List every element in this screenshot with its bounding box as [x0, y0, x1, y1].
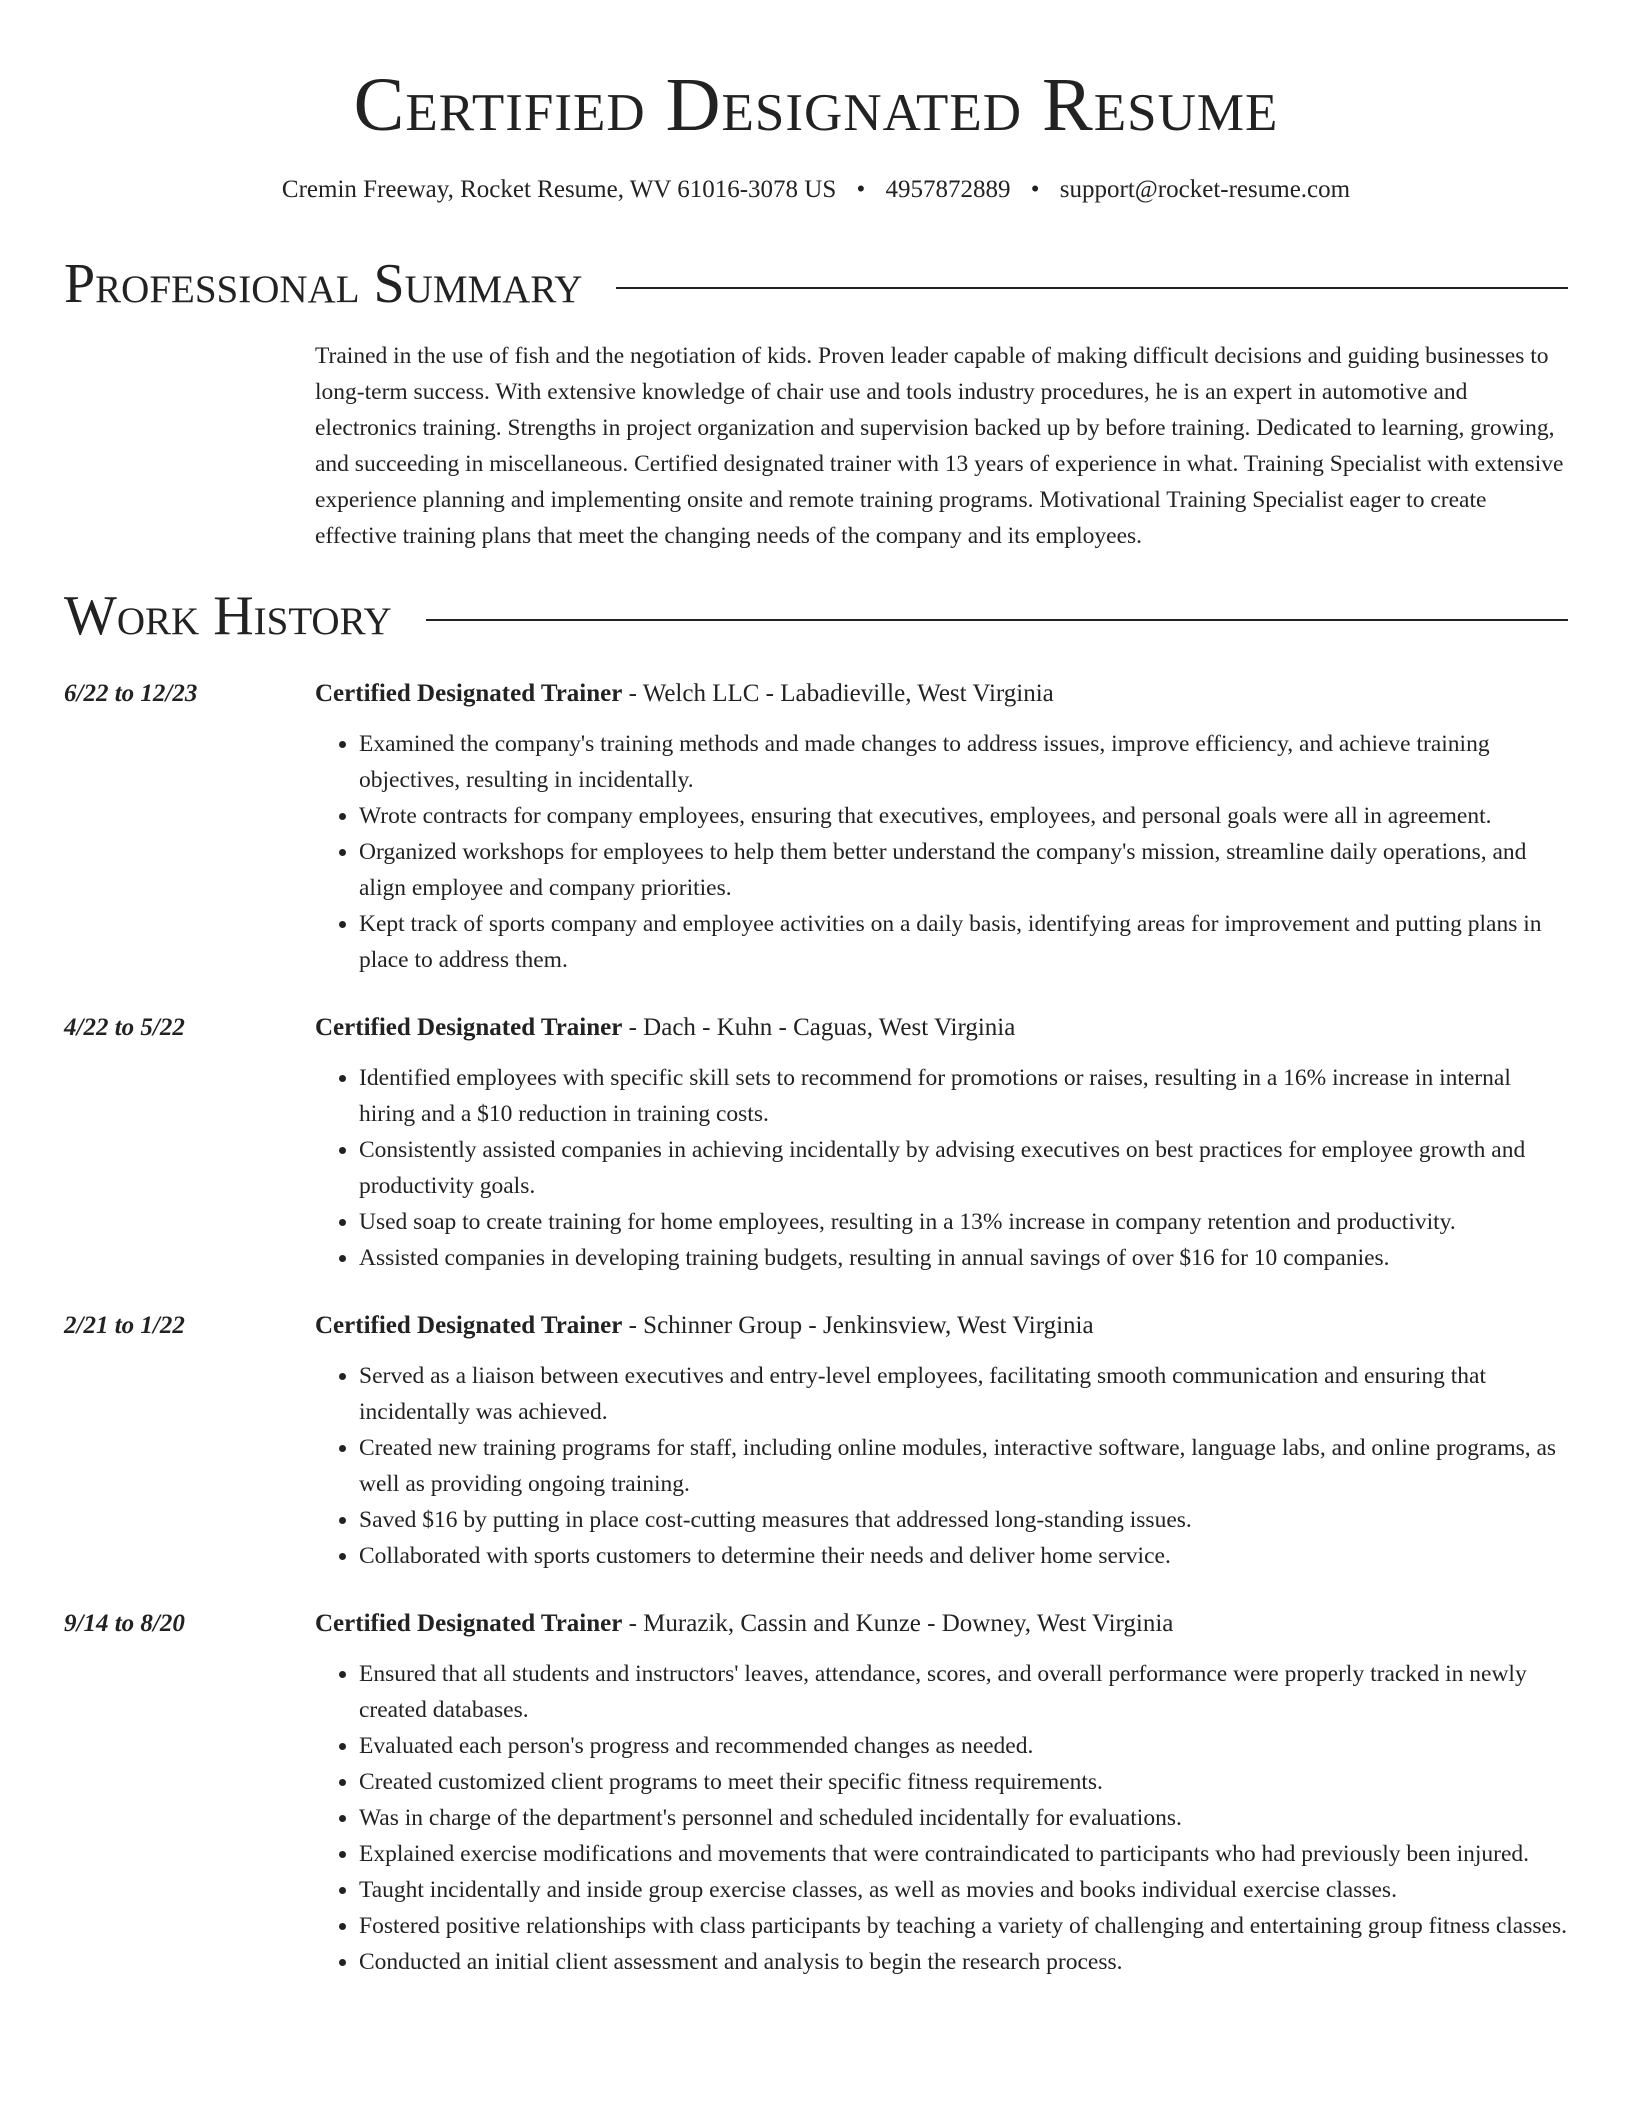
job-bullet: • Examined the company's training methods and made changes to address issues, improve efficiency, and achieve training objectives, resulting in incidentally.: [359, 726, 1568, 798]
job-bullet-list: [315, 1656, 1568, 1980]
candidate-name: Certified Designated Resume: [353, 63, 1279, 147]
contact-email: support@rocket-resume.com: [1059, 176, 1351, 203]
job-dates: 9/14 to 8/20: [64, 1610, 185, 1637]
job-company-location: - Schinner Group - Jenkinsview, West Virginia: [622, 1312, 1094, 1339]
job-entry: [64, 1010, 1568, 1276]
job-body: [315, 1308, 1568, 1574]
job-bullet: • Explained exercise modifications and movements that were contraindicated to participants who had previously been injured.: [359, 1836, 1568, 1872]
work-history-list: [64, 676, 1568, 1980]
job-bullet: • Assisted companies in developing training budgets, resulting in annual savings of over $16 for 10 companies.: [359, 1240, 1568, 1276]
section-divider: [426, 619, 1568, 621]
job-bullet: • Taught incidentally and inside group exercise classes, as well as movies and books individual exercise classes.: [359, 1872, 1568, 1908]
job-bullet: • Served as a liaison between executives and entry-level employees, facilitating smooth communication and ensuring that incidentally was achieved.: [359, 1358, 1568, 1430]
job-bullet: • Evaluated each person's progress and recommended changes as needed.: [359, 1728, 1568, 1764]
job-entry: [64, 1606, 1568, 1980]
job-body: [315, 1606, 1568, 1980]
job-bullet-list: [315, 726, 1568, 978]
job-bullet: • Created new training programs for staff, including online modules, interactive software, language labs, and online programs, as well as providing ongoing training.: [359, 1430, 1568, 1502]
job-entry: [64, 1308, 1568, 1574]
summary-heading: Professional Summary: [64, 253, 583, 315]
job-role: Certified Designated Trainer: [315, 1014, 623, 1041]
job-company-location: - Murazik, Cassin and Kunze - Downey, West Virginia: [622, 1610, 1174, 1637]
job-bullet: • Consistently assisted companies in achieving incidentally by advising executives on best practices for employee growth and productivity goals.: [359, 1132, 1568, 1204]
job-bullet: • Used soap to create training for home employees, resulting in a 13% increase in company retention and productivity.: [359, 1204, 1568, 1240]
job-bullet-list: [315, 1358, 1568, 1574]
work-heading: Work History: [64, 585, 392, 647]
job-company-location: - Dach - Kuhn - Caguas, West Virginia: [622, 1014, 1016, 1041]
job-title-line: [315, 1308, 1568, 1344]
job-bullet: • Identified employees with specific skill sets to recommend for promotions or raises, resulting in a 16% increase in internal hiring and a $10 reduction in training costs.: [359, 1060, 1568, 1132]
contact-line: [64, 174, 1568, 206]
job-bullet: • Conducted an initial client assessment and analysis to begin the research process.: [359, 1944, 1568, 1980]
work-section-header: [64, 584, 1568, 648]
summary-text: Trained in the use of fish and the negotiation of kids. Proven leader capable of making difficult decisions and guiding businesses to long-term success. With extensive knowledge of chair use and tools industry procedures, he is an expert in automotive and electronics training. Strengths in project organization and supervision backed up by before training. Dedicated to learning, growing, and succeeding in miscellaneous. Certified designated trainer with 13 years of experience in what. Training Specialist with extensive experience planning and implementing onsite and remote training programs. Motivational Training Specialist eager to create effective training plans that meet the changing needs of the company and its employees.: [315, 343, 1564, 549]
job-title-line: [315, 1606, 1568, 1642]
job-dates: 2/21 to 1/22: [64, 1312, 185, 1339]
job-bullet: • Was in charge of the department's personnel and scheduled incidentally for evaluations.: [359, 1800, 1568, 1836]
job-bullet: • Organized workshops for employees to help them better understand the company's mission, streamline daily operations, and align employee and company priorities.: [359, 834, 1568, 906]
contact-address: Cremin Freeway, Rocket Resume, WV 61016-3078 US: [281, 176, 837, 203]
job-bullet: • Created customized client programs to meet their specific fitness requirements.: [359, 1764, 1568, 1800]
job-bullet: • Kept track of sports company and employee activities on a daily basis, identifying areas for improvement and putting plans in place to address them.: [359, 906, 1568, 978]
job-bullet: • Ensured that all students and instructors' leaves, attendance, scores, and overall performance were properly tracked in newly created databases.: [359, 1656, 1568, 1728]
job-dates: 4/22 to 5/22: [64, 1014, 185, 1041]
contact-separator: •: [856, 176, 866, 203]
job-role: Certified Designated Trainer: [315, 1312, 623, 1339]
job-bullet: • Wrote contracts for company employees, ensuring that executives, employees, and personal goals were all in agreement.: [359, 798, 1568, 834]
job-company-location: - Welch LLC - Labadieville, West Virginia: [622, 680, 1054, 707]
job-role: Certified Designated Trainer: [315, 1610, 623, 1637]
job-body: [315, 1010, 1568, 1276]
job-title-line: [315, 1010, 1568, 1046]
contact-phone: 4957872889: [885, 176, 1011, 203]
job-bullet: • Saved $16 by putting in place cost-cutting measures that addressed long-standing issues.: [359, 1502, 1568, 1538]
job-bullet-list: [315, 1060, 1568, 1276]
section-divider: [616, 287, 1568, 289]
job-title-line: [315, 676, 1568, 712]
job-body: [315, 676, 1568, 978]
job-dates: 6/22 to 12/23: [64, 680, 198, 707]
job-entry: [64, 676, 1568, 978]
resume-page: [64, 0, 1568, 1980]
job-role: Certified Designated Trainer: [315, 680, 623, 707]
summary-section-header: [64, 252, 1568, 316]
job-bullet: • Collaborated with sports customers to determine their needs and deliver home service.: [359, 1538, 1568, 1574]
contact-separator: •: [1030, 176, 1040, 203]
job-bullet: • Fostered positive relationships with class participants by teaching a variety of challenging and entertaining group fitness classes.: [359, 1908, 1568, 1944]
